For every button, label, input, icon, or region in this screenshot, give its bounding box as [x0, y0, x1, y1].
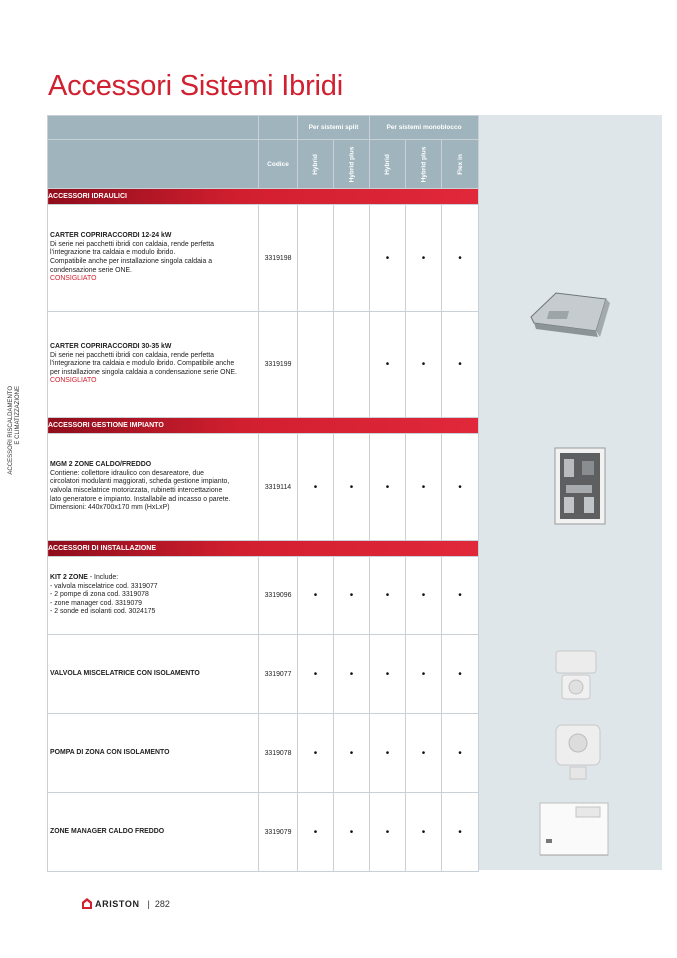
product-code: 3319198: [259, 205, 298, 312]
table-row: KIT 2 ZONE - Include: - valvola miscelatrice cod. 3319077 - 2 pompe di zona cod. 3319078 - zone manager cod. 3319079 - 2 sonde ed isolanti cod. 3024175 3319096 • • • • •: [48, 557, 479, 635]
product-description: [48, 714, 259, 793]
table-row: ZONE MANAGER CALDO FREDDO 3319079 • • • • •: [48, 793, 479, 872]
table-row: MGM 2 ZONE CALDO/FREDDO Contiene: collettore idraulico con desareatore, due circolatori modulanti maggiorati, scheda gestione impianto, valvola miscelatrice motorizzata, rubinetti intercettazione lato generatore e impianto. Installabile ad incasso o parete. Dimensioni: 440x700x170 mm (HxLxP) 3319114 • • • • •: [48, 434, 479, 541]
product-description: MGM 2 ZONE CALDO/FREDDO Contiene: collettore idraulico con desareatore, due circolatori modulanti maggiorati, scheda gestione impianto, valvola miscelatrice motorizzata, rubinetti intercettazione lato generatore e impianto. Installabile ad incasso o parete. Dimensioni: 440x700x170 mm (HxLxP): [48, 434, 259, 541]
product-description: [48, 635, 259, 714]
column-header-mono-hybrid: Hybrid: [370, 140, 406, 189]
column-header-split-hybrid-plus: Hybrid plus: [334, 140, 370, 189]
table-row: CARTER COPRIRACCORDI 30-35 kW Di serie nei pacchetti ibridi con caldaia, rende perfetta l’integrazione tra caldaia e modulo ibrido. Compatibile anche per installazione singola caldaia a condensazione serie ONE. CONSIGLIATO 3319199 • • •: [48, 312, 479, 418]
product-code: 3319114: [259, 434, 298, 541]
group-header-monoblocco: Per sistemi monoblocco: [370, 116, 479, 140]
product-description: CARTER COPRIRACCORDI 30-35 kW Di serie nei pacchetti ibridi con caldaia, rende perfetta l’integrazione tra caldaia e modulo ibrido. Compatibile anche per installazione singola caldaia a condensazione serie ONE. CONSIGLIATO: [48, 312, 259, 418]
group-header-split: Per sistemi split: [298, 116, 370, 140]
product-description: [48, 793, 259, 872]
column-header-split-hybrid: Hybrid: [298, 140, 334, 189]
product-code: 3319199: [259, 312, 298, 418]
side-section-label: [8, 386, 30, 486]
column-header-flex-in: Flex in: [442, 140, 479, 189]
page-footer: [82, 898, 170, 909]
side-label-line-1: ACCESSORI RISCALDAMENTO: [8, 386, 14, 475]
table-row: POMPA DI ZONA CON ISOLAMENTO 3319078 • • • • •: [48, 714, 479, 793]
zone-manager-image: [538, 799, 610, 861]
carter-image: [526, 285, 616, 345]
page-title: Accessori Sistemi Ibridi: [48, 70, 343, 102]
product-name: ZONE MANAGER CALDO FREDDO: [50, 827, 165, 835]
section-header: ACCESSORI DI INSTALLAZIONE: [48, 541, 479, 557]
product-code: 3319078: [259, 714, 298, 793]
accessories-table: [47, 115, 479, 872]
product-description: KIT 2 ZONE - Include: - valvola miscelatrice cod. 3319077 - 2 pompe di zona cod. 3319078 - zone manager cod. 3319079 - 2 sonde ed isolanti cod. 3024175: [48, 557, 259, 635]
product-description: CARTER COPRIRACCORDI 12-24 kW Di serie nei pacchetti ibridi con caldaia, rende perfetta l’integrazione tra caldaia e modulo ibrido. Compatibile anche per installazione singola caldaia a condensazione serie ONE. CONSIGLIATO: [48, 205, 259, 312]
product-code: 3319079: [259, 793, 298, 872]
product-name: KIT 2 ZONE: [50, 574, 88, 582]
ariston-logo-icon: [82, 898, 92, 909]
table-row: CARTER COPRIRACCORDI 12-24 kW Di serie nei pacchetti ibridi con caldaia, rende perfetta l’integrazione tra caldaia e modulo ibrido. Compatibile anche per installazione singola caldaia a condensazione serie ONE. CONSIGLIATO 3319198 • • •: [48, 205, 479, 312]
product-name: CARTER COPRIRACCORDI 30-35 kW: [50, 343, 172, 351]
section-header: ACCESSORI IDRAULICI: [48, 189, 479, 205]
valve-image: [548, 647, 604, 707]
pump-image: [550, 719, 606, 783]
brand-name: ARISTON: [95, 898, 140, 909]
product-name: POMPA DI ZONA CON ISOLAMENTO: [50, 748, 170, 756]
product-image-column: [478, 115, 662, 870]
recommended-note: CONSIGLIATO: [50, 275, 97, 283]
column-header-codice: Codice: [259, 140, 298, 189]
product-name: CARTER COPRIRACCORDI 12-24 kW: [50, 232, 172, 240]
product-code: 3319096: [259, 557, 298, 635]
product-name: MGM 2 ZONE CALDO/FREDDO: [50, 461, 152, 469]
recommended-note: CONSIGLIATO: [50, 377, 97, 385]
column-header-mono-hybrid-plus: Hybrid plus: [406, 140, 442, 189]
page-number: 282: [154, 898, 170, 909]
side-label-line-2: E CLIMATIZZAZIONE: [15, 386, 21, 445]
section-header: ACCESSORI GESTIONE IMPIANTO: [48, 418, 479, 434]
product-name: VALVOLA MISCELATRICE CON ISOLAMENTO: [50, 669, 200, 677]
footer-separator: |: [147, 898, 150, 909]
product-code: 3319077: [259, 635, 298, 714]
table-row: VALVOLA MISCELATRICE CON ISOLAMENTO 3319077 • • • • •: [48, 635, 479, 714]
mgm-cabinet-image: [554, 447, 606, 525]
